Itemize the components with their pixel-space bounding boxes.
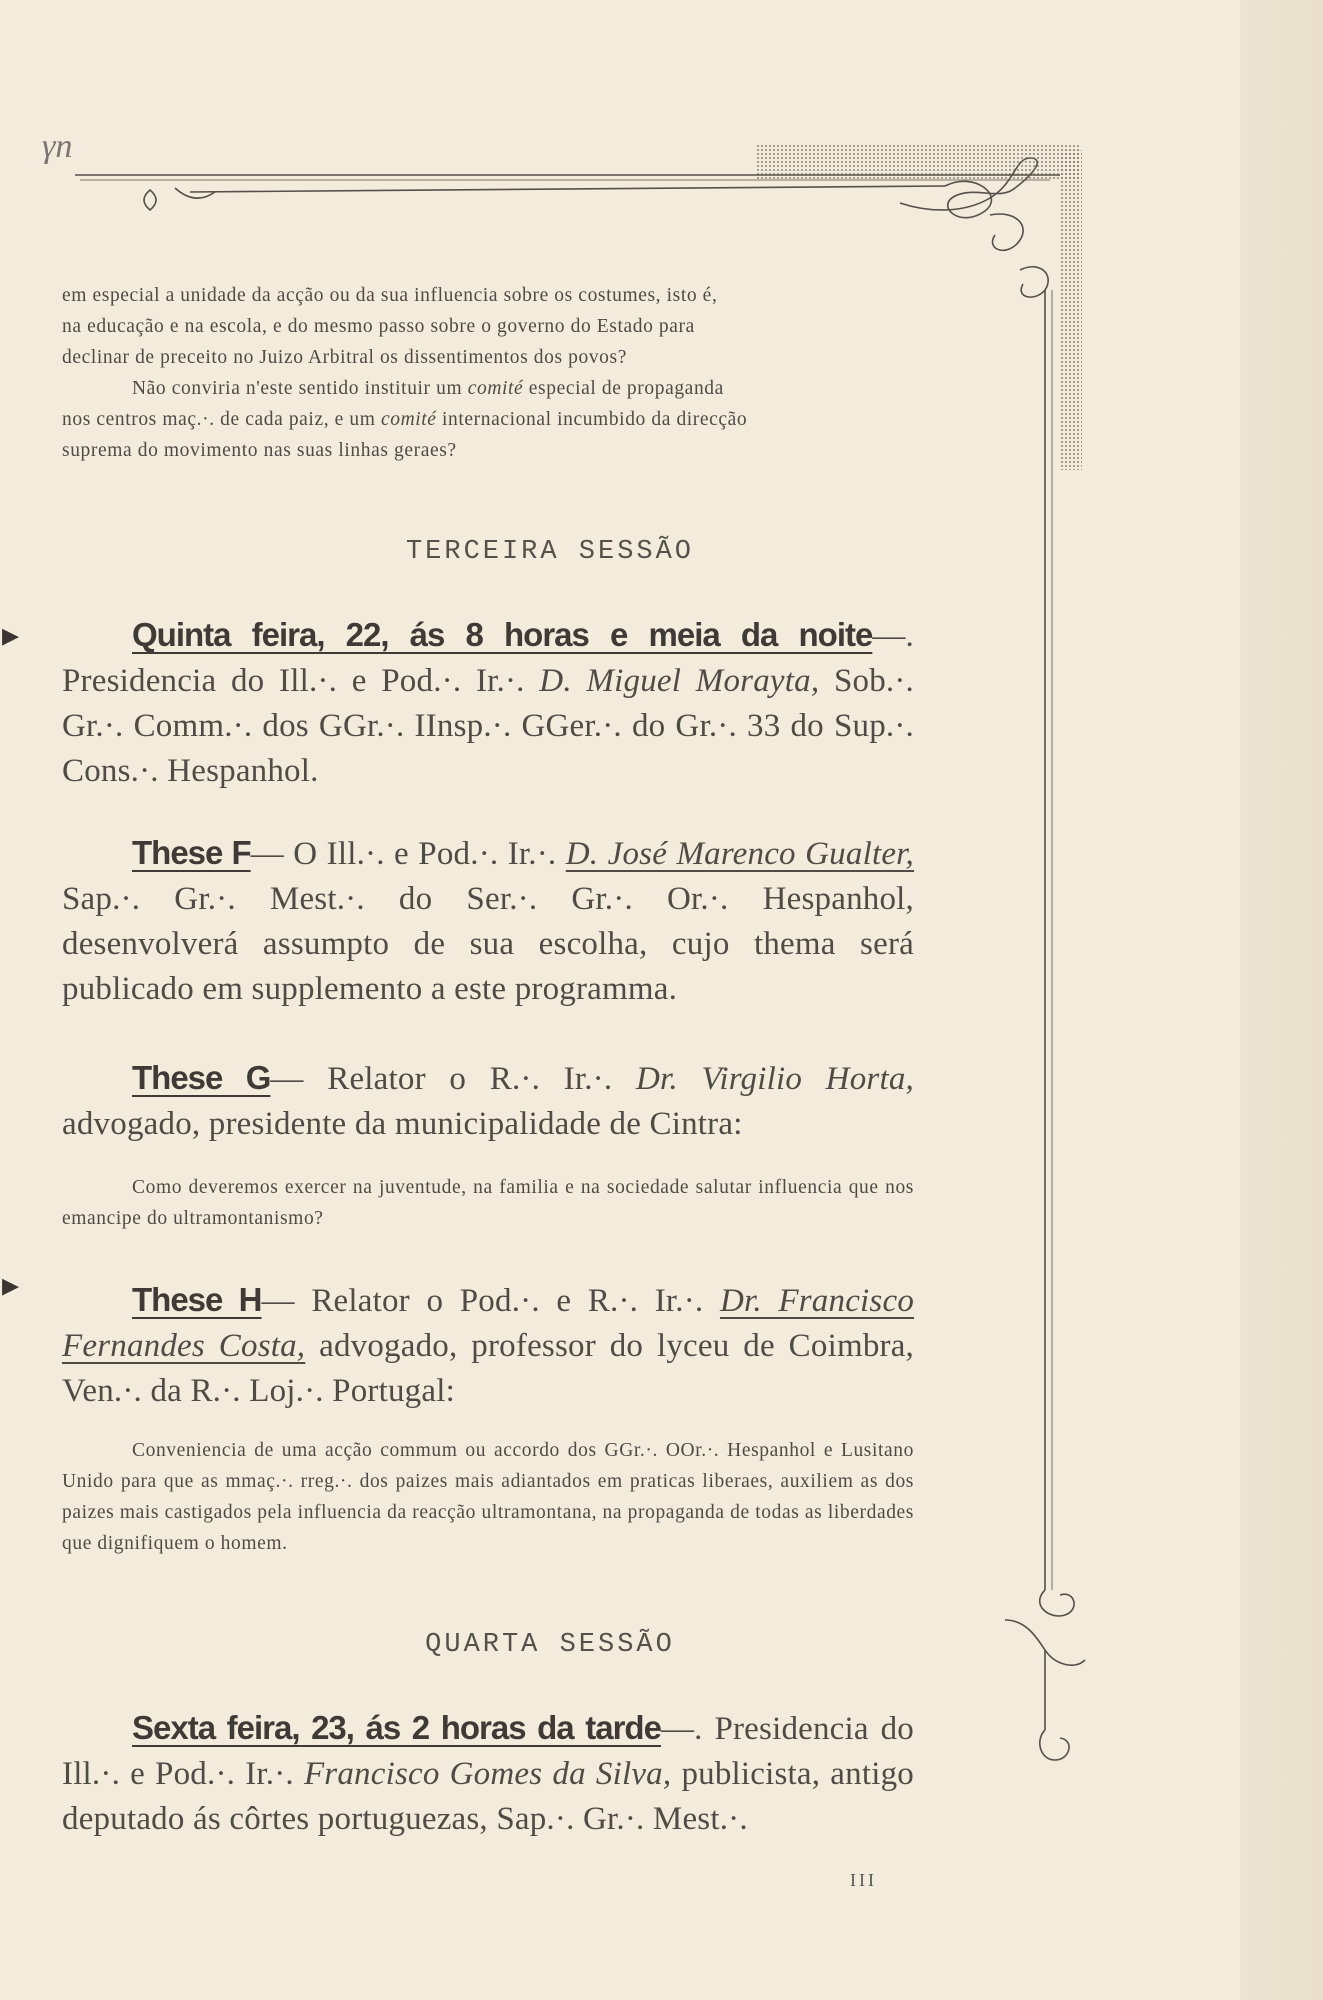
text-span: advogado, presidente da municipalidade de Cintra: <box>62 1106 743 1142</box>
text-span: —. Presidencia do Ill.·. e Pod.·. Ir.·. <box>62 1711 914 1792</box>
relator-name: Dr. Virgilio Horta, <box>635 1061 914 1097</box>
these-label: These G <box>132 1059 271 1096</box>
these-label: These H <box>132 1281 262 1318</box>
text-line <box>62 404 914 435</box>
text-span: Não conviria n'este sentido instituir um <box>132 378 468 399</box>
session-date: Quinta feira, 22, ás 8 horas e meia da noite <box>132 616 873 653</box>
terceira-session-paragraph <box>62 612 914 794</box>
section-heading-quarta: QUARTA SESSÃO <box>425 1630 675 1660</box>
relator-name: Dr. Francisco Fernandes Costa, <box>62 1283 915 1364</box>
italic-word: comité <box>380 409 437 430</box>
text-span: — Relator o R.·. Ir.·. <box>270 1061 636 1097</box>
text-line: declinar de preceito no Juizo Arbitral os dissentimentos dos povos? <box>62 347 627 368</box>
question-text: Como deveremos exercer na juventude, na familia e na sociedade salutar influencia que nos emancipe do ultramontanismo? <box>62 1177 914 1229</box>
text-span: —. Presidencia do Ill.·. e Pod.·. Ir.·. <box>62 618 914 699</box>
top-paragraph <box>62 280 914 466</box>
text-span: Sob.·. Gr.·. Comm.·. dos GGr.·. IInsp.·. GGer.·. do Gr.·. 33 do Sup.·. Cons.·. Hespanhol. <box>62 663 914 789</box>
text-line: em especial a unidade da acção ou da sua influencia sobre os costumes, isto é, <box>62 285 718 306</box>
page-number: III <box>850 1870 877 1890</box>
these-h-question <box>62 1435 914 1559</box>
text-span: nos centros maç.·. de cada paiz, e um <box>62 409 381 430</box>
text-span: publicista, antigo deputado ás côrtes portuguezas, Sap.·. Gr.·. Mest.·. <box>62 1756 914 1837</box>
binding-mark: ▸ <box>2 617 20 654</box>
binding-mark: ▸ <box>2 1267 20 1304</box>
text-span: Sap.·. Gr.·. Mest.·. do Ser.·. Gr.·. Or.·. Hespanhol, desenvolverá assumpto de sua escolha, cujo thema será publicado em supplemento a este programma. <box>62 881 914 1007</box>
session-date: Sexta feira, 23, ás 2 horas da tarde <box>132 1709 661 1746</box>
question-text: Conveniencia de uma acção commum ou accordo dos GGr.·. OOr.·. Hespanhol e Lusitano Unido para que as mmaç.·. rreg.·. dos paizes mais adiantados em praticas liberaes, auxiliem as dos paizes mais castigados pela influencia da reacção ultramontana, na propaganda de todas as liberdades que dignifiquem o homem. <box>62 1440 914 1554</box>
section-heading-terceira: TERCEIRA SESSÃO <box>405 537 695 567</box>
page-edge-shade <box>1240 0 1323 2000</box>
question-paragraph <box>62 373 914 404</box>
italic-word: comité <box>467 378 524 399</box>
text-line: na educação e na escola, e do mesmo passo sobre o governo do Estado para <box>62 316 695 337</box>
these-label: These F <box>132 834 251 871</box>
text-span: — Relator o Pod.·. e R.·. Ir.·. <box>261 1283 720 1319</box>
quarta-session-paragraph <box>62 1705 914 1842</box>
these-g-paragraph <box>62 1055 914 1147</box>
text-span: internacional incumbido da direcção <box>436 409 748 430</box>
text-span: advogado, professor do lyceu de Coimbra, Ven.·. da R.·. Loj.·. Portugal: <box>62 1328 915 1409</box>
text-line: suprema do movimento nas suas linhas geraes? <box>62 440 457 461</box>
text-span: especial de propaganda <box>523 378 724 399</box>
these-f-paragraph <box>62 830 914 1012</box>
these-h-paragraph <box>62 1277 914 1414</box>
these-g-question <box>62 1172 914 1234</box>
president-name: D. Miguel Morayta, <box>539 663 820 699</box>
text-span: — O Ill.·. e Pod.·. Ir.·. <box>250 836 566 872</box>
handwritten-margin-note: γn <box>42 128 73 165</box>
president-name: Francisco Gomes da Silva, <box>303 1756 672 1792</box>
relator-name: D. José Marenco Gualter, <box>565 836 915 872</box>
